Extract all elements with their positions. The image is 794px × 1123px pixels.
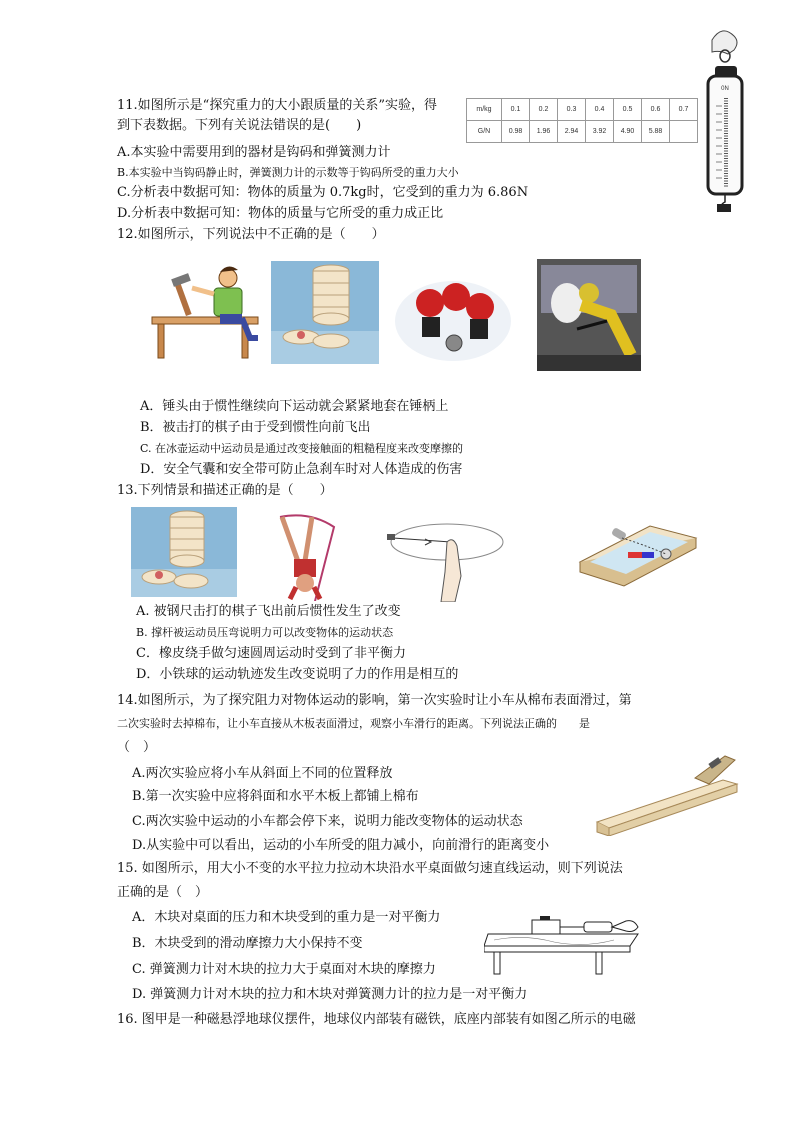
q15-option-b: B．木块受到的滑动摩擦力大小保持不变 [132, 936, 363, 951]
checker-stack-image-2 [131, 507, 237, 597]
block-table-image [484, 908, 644, 976]
q13-option-b: B. 撑杆被运动员压弯说明力可以改变物体的运动状态 [136, 626, 394, 639]
pole-vault-image [274, 509, 338, 601]
q14-option-b: B.第一次实验中应将斜面和水平木板上都铺上棉布 [132, 789, 419, 804]
q15-option-c: C. 弹簧测力计对木块的拉力大于桌面对木块的摩擦力 [132, 962, 436, 977]
table-cell: 0.6 [642, 99, 670, 121]
table-cell: 0.98 [502, 121, 530, 143]
airbag-image [537, 259, 641, 371]
spring-scale-image [700, 26, 750, 212]
magnet-ball-image [576, 522, 698, 588]
table-cell: 0.7 [670, 99, 698, 121]
q13-stem: 13.下列情景和描述正确的是（ ） [117, 483, 333, 498]
q16-stem: 16. 图甲是一种磁悬浮地球仪摆件，地球仪内部装有磁铁，底座内部装有如图乙所示的电磁 [117, 1012, 636, 1027]
circular-motion-image [385, 516, 507, 602]
table-cell: 0.5 [614, 99, 642, 121]
q14-option-a: A.两次实验应将小车从斜面上不同的位置释放 [132, 766, 393, 781]
q15-option-a: A．木块对桌面的压力和木块受到的重力是一对平衡力 [132, 910, 441, 925]
q12-option-a: A．锤头由于惯性继续向下运动就会紧紧地套在锤柄上 [140, 399, 449, 414]
incline-ramp-image [591, 746, 741, 836]
table-cell: 2.94 [558, 121, 586, 143]
q14-stem-line1: 14.如图所示，为了探究阻力对物体运动的影响，第一次实验时让小车从棉布表面滑过，第 [117, 693, 632, 708]
q12-stem: 12.如图所示，下列说法中不正确的是（ ） [117, 227, 385, 242]
q13-option-a: A. 被钢尺击打的棋子飞出前后惯性发生了改变 [136, 604, 401, 619]
table-cell [670, 121, 698, 143]
checker-stack-image [271, 261, 379, 364]
q11-option-d: D.分析表中数据可知：物体的质量与它所受的重力成正比 [117, 206, 444, 221]
table-cell: 1.96 [530, 121, 558, 143]
q11-stem-line1: 11.如图所示是“探究重力的大小跟质量的关系”实验，得 [117, 98, 437, 113]
q14-option-c: C.两次实验中运动的小车都会停下来，说明力能改变物体的运动状态 [132, 814, 523, 829]
table-cell: G/N [467, 121, 502, 143]
q11-stem-line2: 到下表数据。下列有关说法错误的是( ) [117, 118, 362, 133]
table-cell: 0.4 [586, 99, 614, 121]
table-cell: 0.3 [558, 99, 586, 121]
q11-data-table [466, 98, 698, 143]
table-row [467, 99, 698, 121]
table-cell: m/kg [467, 99, 502, 121]
table-cell: 5.88 [642, 121, 670, 143]
table-cell: 4.90 [614, 121, 642, 143]
q14-option-d: D.从实验中可以看出，运动的小车所受的阻力减小，向前滑行的距离变小 [132, 838, 550, 853]
table-row [467, 121, 698, 143]
table-cell: 0.2 [530, 99, 558, 121]
table-cell: 0.1 [502, 99, 530, 121]
curling-image [392, 263, 514, 363]
q15-stem-line1: 15. 如图所示，用大小不变的水平拉力拉动木块沿水平桌面做匀速直线运动，则下列说法 [117, 861, 623, 876]
hammer-bench-image [150, 262, 262, 360]
q13-option-d: D．小铁球的运动轨迹发生改变说明了力的作用是相互的 [136, 667, 459, 682]
table-cell: 3.92 [586, 121, 614, 143]
q12-option-c: C. 在冰壶运动中运动员是通过改变接触面的粗糙程度来改变摩擦的 [140, 442, 464, 455]
q15-option-d: D. 弹簧测力计对木块的拉力和木块对弹簧测力计的拉力是一对平衡力 [132, 987, 528, 1002]
q11-option-b: B.本实验中当钩码静止时，弹簧测力计的示数等于钩码所受的重力大小 [117, 166, 459, 179]
q13-option-c: C．橡皮绕手做匀速圆周运动时受到了非平衡力 [136, 646, 406, 661]
q14-stem-line2: 二次实验时去掉棉布，让小车直接从木板表面滑过，观察小车滑行的距离。下列说法正确的 是 [117, 717, 590, 730]
q15-stem-line2: 正确的是（ ） [117, 885, 209, 900]
q14-stem-line3: （ ） [117, 740, 157, 755]
q12-option-b: B．被击打的棋子由于受到惯性向前飞出 [140, 420, 371, 435]
q11-option-c: C.分析表中数据可知：物体的质量为 0.7kg时，它受到的重力为 6.86N [117, 185, 529, 200]
q12-option-d: D．安全气囊和安全带可防止急刹车时对人体造成的伤害 [140, 462, 463, 477]
q11-option-a: A.本实验中需要用到的器材是钩码和弹簧测力计 [117, 145, 391, 160]
scale-zero-label: 0N [721, 86, 729, 92]
